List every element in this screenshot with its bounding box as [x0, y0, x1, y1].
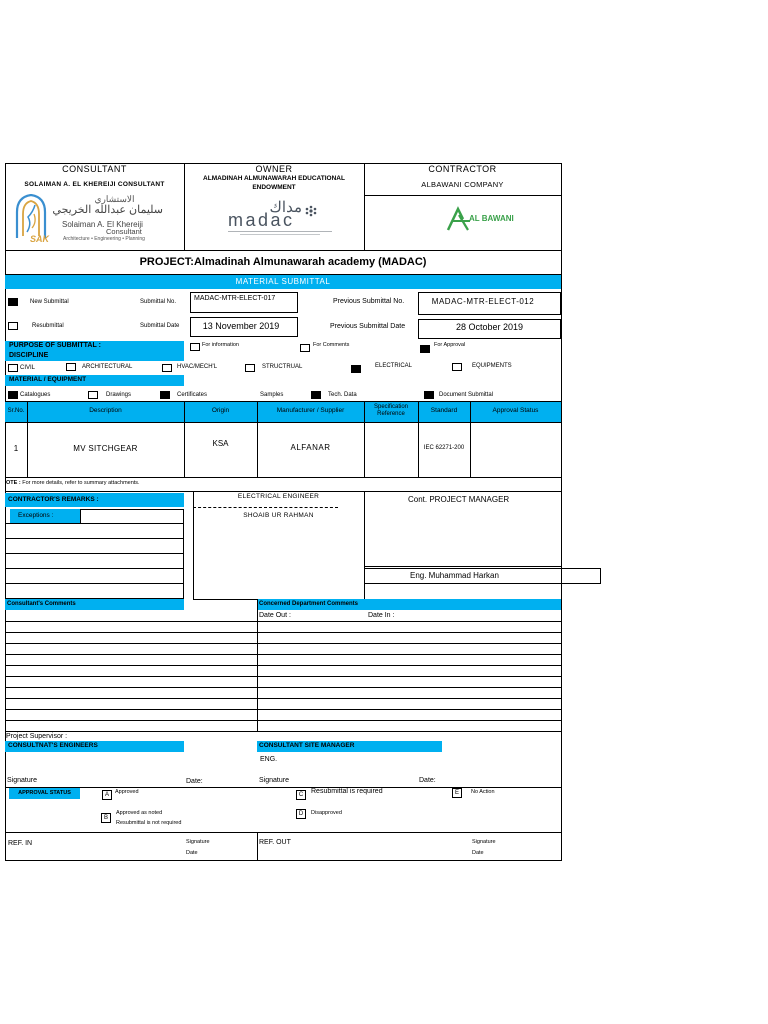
- approval-a-checkbox: A: [102, 790, 112, 800]
- madac-star-icon: [304, 205, 318, 217]
- document-submittal-label: Document Submittal: [439, 392, 494, 398]
- remarks-line: [5, 553, 184, 554]
- ref-out-signature-label: Signature: [472, 839, 496, 845]
- submittal-date-value: 13 November 2019: [202, 321, 280, 331]
- header-bottom-line: [5, 250, 561, 251]
- note-line: [6, 481, 140, 487]
- submittal-date-label: Submittal Date: [140, 323, 180, 329]
- madac-fine-print-2: [240, 234, 320, 235]
- comments-line: [5, 621, 561, 622]
- project-manager-name: Eng. Muhammad Harkan: [410, 571, 499, 580]
- table-header-approval-status: Approval Status: [492, 407, 539, 414]
- approval-e-label: No Action: [471, 789, 495, 795]
- sak-logo-english-1: Solaiman A. El Khereiji: [62, 220, 143, 229]
- department-comments-title: Concerned Department Comments: [259, 601, 359, 607]
- ref-out-date-label: Date: [472, 850, 484, 856]
- for-approval-label: For Approval: [434, 342, 466, 348]
- albawani-logo-text: AL BAWANI: [469, 214, 514, 223]
- comments-line: [5, 676, 561, 677]
- comments-line: [5, 654, 561, 655]
- hvac-checkbox: [162, 364, 172, 372]
- madac-fine-print: [228, 231, 332, 232]
- for-approval-checkbox: [420, 345, 430, 353]
- ref-in-date-label: Date: [186, 850, 198, 856]
- site-manager-title: CONSULTANT SITE MANAGER: [259, 742, 355, 749]
- for-comments-label: For Comments: [313, 342, 350, 348]
- tech-data-label: Tech. Data: [328, 392, 357, 398]
- engineer-name: SHOAIB UR RAHMAN: [243, 512, 314, 519]
- certificates-label: Certificates: [177, 392, 208, 398]
- footer-col-divider: [257, 832, 258, 860]
- ref-in-signature-label: Signature: [186, 839, 210, 845]
- submittal-no-label: Submittal No.: [140, 299, 177, 305]
- table-cell-description: MV SITCHGEAR: [73, 444, 138, 453]
- remarks-line: [5, 538, 184, 539]
- consultant-engineers-title: CONSULTNAT'S ENGINEERS: [8, 742, 98, 749]
- comments-line: [5, 687, 561, 688]
- engineer-signature-line: [193, 507, 338, 508]
- table-header-spec-reference: Specification Reference: [373, 404, 409, 417]
- table-cell-standard: IEC 62271-200: [423, 445, 465, 451]
- sak-logo-tagline: Architecture • Engineering • Planning: [63, 236, 145, 242]
- header-divider-2: [364, 163, 365, 250]
- contractor-remarks-title: CONTRACTOR'S REMARKS :: [8, 496, 99, 503]
- ref-out-label: REF. OUT: [259, 839, 291, 846]
- previous-submittal-date-value: 28 October 2019: [455, 322, 524, 332]
- date-in-label: Date In :: [368, 612, 395, 619]
- madac-logo-latin: madac: [228, 210, 295, 230]
- new-submittal-label: New Submittal: [30, 299, 69, 305]
- sak-logo-english-2: Consultant: [106, 227, 142, 236]
- approval-bottom-line: [5, 832, 561, 833]
- date-out-label: Date Out :: [259, 612, 291, 619]
- owner-name-line2: ENDOWMENT: [252, 184, 296, 191]
- approval-c-label: Resubmittal is required: [311, 788, 383, 795]
- consultant-name: SOLAIMAN A. EL KHEREIJI CONSULTANT: [24, 181, 165, 188]
- contractor-name: ALBAWANI COMPANY: [421, 180, 504, 189]
- table-header-origin: Origin: [211, 407, 230, 414]
- electrical-label: ELECTRICAL: [375, 363, 413, 369]
- previous-submittal-date-label: Previous Submittal Date: [330, 323, 406, 330]
- structural-label: STRUCTRUAL: [262, 364, 303, 370]
- contractor-name-divider: [364, 195, 561, 196]
- approval-c-checkbox: C: [296, 790, 306, 800]
- material-title: MATERIAL / EQUIPMENT: [9, 376, 87, 383]
- comments-line: [5, 731, 561, 732]
- certificates-checkbox: [160, 391, 170, 399]
- owner-name-line1: ALMADINAH ALMUNAWARAH EDUCATIONAL: [203, 175, 345, 182]
- project-supervisor-label: Project Supervisor :: [6, 733, 68, 740]
- engineer-title: ELECTRICAL ENGINEER: [237, 493, 320, 500]
- consultant-comments-title: Consultant's Comments: [7, 601, 76, 607]
- table-header-line: [5, 422, 561, 423]
- madac-logo-arabic: مداك: [269, 199, 302, 216]
- table-cell-manufacturer: ALFANAR: [290, 443, 331, 452]
- for-information-checkbox: [190, 343, 200, 351]
- owner-label: OWNER: [255, 164, 293, 174]
- civil-label: CIVIL: [20, 365, 36, 371]
- table-header-standard: Standard: [430, 407, 458, 414]
- table-header-description: Description: [89, 407, 122, 414]
- table-header-manufacturer: Manufacturer / Supplier: [276, 407, 345, 414]
- comments-line: [5, 698, 561, 699]
- architectural-checkbox: [66, 363, 76, 371]
- approval-a-label: Approved: [115, 789, 139, 795]
- exceptions-field: [80, 509, 184, 524]
- for-comments-checkbox: [300, 344, 310, 352]
- remarks-line: [5, 583, 184, 584]
- section-title: MATERIAL SUBMITTAL: [235, 277, 331, 286]
- architectural-label: ARCHITECTURAL: [82, 364, 133, 370]
- catalogues-label: Catalogues: [20, 392, 51, 398]
- approval-b-label: Approved as noted: [116, 810, 163, 816]
- exceptions-label: Exceptions :: [18, 512, 54, 519]
- note-prefix: OTE :: [6, 480, 21, 486]
- remarks-line: [5, 568, 184, 569]
- approval-b-checkbox: B: [101, 813, 111, 823]
- resubmittal-label: Resubmittal: [32, 323, 64, 329]
- previous-submittal-no-value: MADAC-MTR-ELECT-012: [431, 297, 535, 306]
- table-cell-origin: KSA: [212, 439, 229, 448]
- previous-submittal-no-label: Previous Submittal No.: [333, 298, 405, 305]
- equipments-checkbox: [452, 363, 462, 371]
- catalogues-checkbox: [8, 391, 18, 399]
- site-manager-signature-label: Signature: [259, 777, 289, 784]
- samples-label: Samples: [260, 392, 284, 398]
- sak-logo-arabic-1: الاستشاري: [94, 194, 135, 204]
- engineers-signature-label: Signature: [7, 777, 37, 784]
- table-top-line: [5, 401, 561, 402]
- submittal-no-value: MADAC-MTR-ELECT-017: [194, 295, 276, 302]
- for-information-label: For information: [202, 342, 239, 348]
- comments-line: [5, 665, 561, 666]
- sak-logo-mark-text: SAK: [30, 234, 50, 244]
- comments-line: [5, 632, 561, 633]
- table-cell-srno: 1: [13, 444, 19, 453]
- table-header-srno: Sr.No.: [7, 408, 25, 414]
- ref-in-label: REF. IN: [8, 840, 33, 847]
- comments-line: [5, 709, 561, 710]
- discipline-title: DISCIPLINE: [9, 352, 49, 359]
- site-manager-eng-label: ENG.: [260, 756, 278, 763]
- remarks-lines-box: [5, 523, 184, 599]
- equipments-label: EQUIPMENTS: [472, 363, 512, 369]
- approval-d-checkbox: D: [296, 809, 306, 819]
- project-title: PROJECT:Almadinah Almunawarah academy (MADAC): [139, 256, 427, 268]
- structural-checkbox: [245, 364, 255, 372]
- resubmittal-checkbox: [8, 322, 18, 330]
- new-submittal-checkbox: [8, 298, 18, 306]
- engineers-date-label: Date:: [186, 778, 203, 785]
- drawings-label: Drawings: [106, 392, 132, 398]
- civil-checkbox: [8, 364, 18, 372]
- tech-data-checkbox: [311, 391, 321, 399]
- document-submittal-checkbox: [424, 391, 434, 399]
- electrical-checkbox: [351, 365, 361, 373]
- hvac-label: HVAC/MECH'L: [177, 364, 218, 370]
- approval-status-title: APPROVAL STATUS: [18, 790, 71, 796]
- consultant-label: CONSULTANT: [62, 164, 127, 174]
- comments-line: [5, 643, 561, 644]
- purpose-title: PURPOSE OF SUBMITTAL :: [9, 342, 101, 349]
- table-col-divider: [364, 401, 365, 477]
- project-manager-title: Cont. PROJECT MANAGER: [408, 495, 510, 504]
- contractor-label: CONTRACTOR: [428, 164, 497, 174]
- comments-line: [5, 720, 561, 721]
- table-bottom-line: [5, 477, 561, 478]
- approval-d-label: Disapproved: [311, 810, 342, 816]
- engineers-bottom-line: [5, 787, 561, 788]
- approval-b-sublabel: Resubmittal is not required: [116, 820, 182, 826]
- sak-logo-arabic-2: سليمان عبدالله الخريجي: [52, 204, 163, 216]
- drawings-checkbox: [88, 391, 98, 399]
- approval-e-checkbox: E: [452, 788, 462, 798]
- note-text: For more details, refer to summary attachments.: [22, 480, 140, 486]
- site-manager-date-label: Date:: [419, 777, 436, 784]
